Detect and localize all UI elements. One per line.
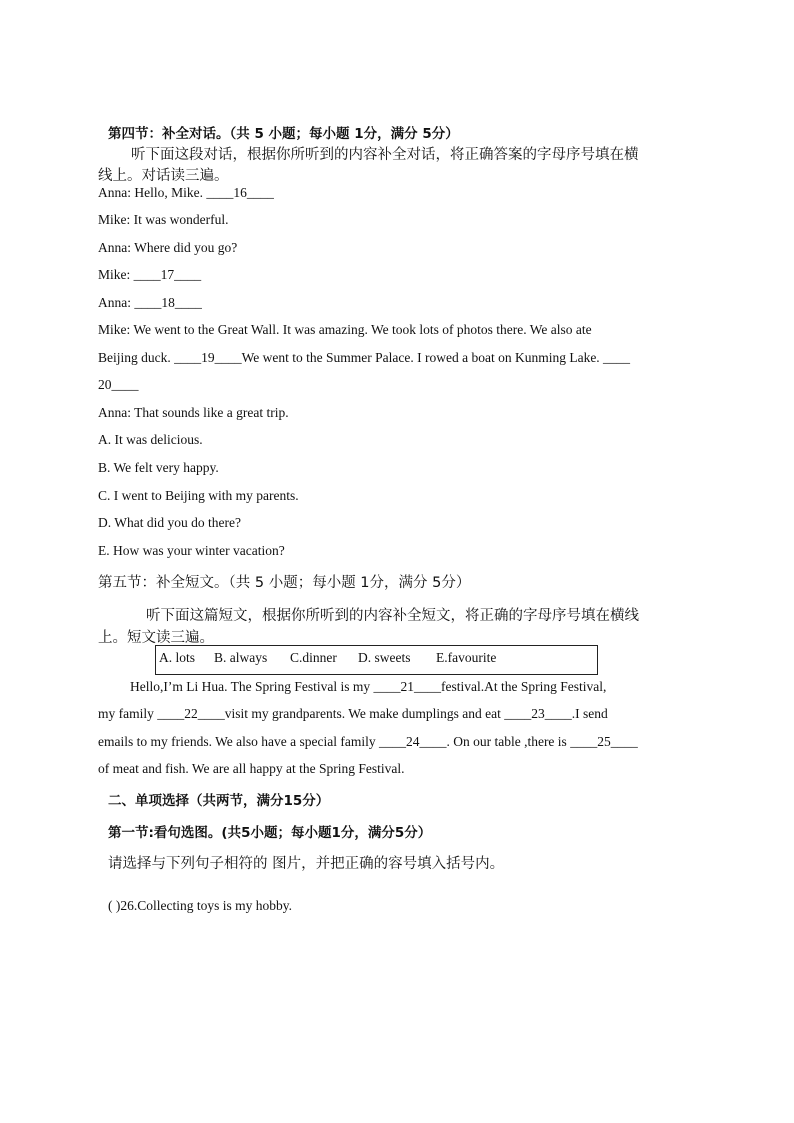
passage-text: Hello,I’m Li Hua. The Spring Festival is my — [130, 679, 374, 694]
answer-blank-17: ____17____ — [133, 267, 202, 282]
section4-instruction-line2: 线上。对话读三遍。 — [98, 168, 229, 184]
answer-blank-16: ____16____ — [206, 185, 274, 200]
passage-line-3 — [98, 734, 638, 750]
option-a: A. It was delicious. — [98, 432, 203, 447]
dialogue-line-7 — [98, 350, 630, 366]
dialogue-line-9: Anna: That sounds like a great trip. — [98, 405, 289, 420]
word-options-box — [155, 645, 598, 675]
dialogue-line-3: Anna: Where did you go? — [98, 240, 238, 255]
part2-title: 二、单项选择（共两节，满分15分） — [108, 793, 330, 809]
section4-instruction-line1: 听下面这段对话，根据你所听到的内容补全对话，将正确答案的字母序号填在横 — [131, 147, 639, 163]
word-option-b: B. always — [214, 650, 268, 665]
passage-text: emails to my friends. We also have a special family — [98, 734, 379, 749]
dialogue-text: Beijing duck. — [98, 350, 175, 365]
dialogue-text: Mike: — [98, 267, 134, 282]
dialogue-line-5 — [98, 295, 202, 311]
answer-blank-23: ____23____ — [504, 706, 572, 721]
word-option-c: C.dinner — [290, 650, 337, 665]
part2-section1-title: 第一节:看句选图。(共5小题；每小题1分，满分5分） — [108, 825, 432, 841]
section5-title: 第五节：补全短文。（共 5 小题；每小题 1分，满分 5分） — [98, 575, 471, 591]
answer-blank-18: ____18____ — [134, 295, 202, 310]
answer-blank-20: 20____ — [98, 377, 139, 392]
section4-title: 第四节：补全对话。（共 5 小题；每小题 1分，满分 5分） — [108, 126, 459, 142]
part2-instruction: 请选择与下列句子相符的 图片，并把正确的容号填入括号内。 — [108, 856, 505, 872]
passage-text: my family — [98, 706, 158, 721]
dialogue-text: We went to the Summer Palace. I rowed a boat on Kunming Lake. ____ — [241, 350, 631, 365]
answer-blank-21: ____21____ — [373, 679, 441, 694]
dialogue-text: Anna: Hello, Mike. — [98, 185, 207, 200]
answer-blank-24: ____24____ — [378, 734, 447, 749]
dialogue-line-2: Mike: It was wonderful. — [98, 212, 229, 227]
option-c: C. I went to Beijing with my parents. — [98, 488, 299, 503]
question-26-text: 26.Collecting toys is my hobby. — [120, 898, 292, 913]
passage-line-2 — [98, 706, 608, 722]
dialogue-line-1 — [98, 185, 274, 201]
passage-text: visit my grandparents. We make dumplings and eat — [224, 706, 505, 721]
word-option-a: A. lots — [159, 650, 196, 665]
answer-blank-19: ____19____ — [174, 350, 242, 365]
passage-line-1 — [130, 679, 606, 695]
passage-text: festival.At the Spring Festival, — [440, 679, 607, 694]
section5-instruction-line1: 听下面这篇短文，根据你所听到的内容补全短文，将正确的字母序号填在横线 — [146, 608, 639, 624]
section5-instruction-line2: 上。短文读三遍。 — [98, 630, 214, 646]
dialogue-text: Anna: — [98, 295, 135, 310]
option-d: D. What did you do there? — [98, 515, 241, 530]
answer-paren-26: ( ) — [108, 898, 121, 913]
passage-text: . On our table ,there is — [446, 734, 571, 749]
answer-blank-22: ____22____ — [157, 706, 225, 721]
question-26 — [108, 898, 292, 914]
option-e: E. How was your winter vacation? — [98, 543, 285, 558]
word-option-e: E.favourite — [436, 650, 497, 665]
word-option-d: D. sweets — [358, 650, 411, 665]
passage-line-4: of meat and fish. We are all happy at the Spring Festival. — [98, 761, 405, 776]
option-b: B. We felt very happy. — [98, 460, 219, 475]
answer-blank-25: ____25____ — [570, 734, 638, 749]
dialogue-line-6: Mike: We went to the Great Wall. It was amazing. We took lots of photos there. We also ate — [98, 322, 592, 337]
passage-text: .I send — [571, 706, 608, 721]
dialogue-line-4 — [98, 267, 201, 283]
